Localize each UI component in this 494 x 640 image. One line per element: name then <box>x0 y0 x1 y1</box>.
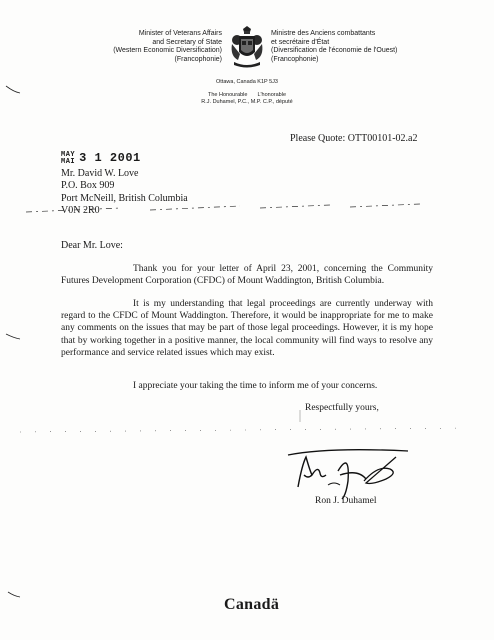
recipient-line: V0N 2R0 <box>61 205 100 217</box>
honourable-en: The Honourable <box>207 92 248 98</box>
recipient-line: Mr. David W. Love <box>61 168 139 179</box>
body-paragraph: It is my understanding that legal proceedings are currently underway with regard to the CFDC of Mount Waddington. Therefore, it would be inappropriate for me to make any comments on the issues that may be part of those legal proceedings. However, it is my hope that by working together in a positive manner, the local community will find ways to resolve any performance and service related issues which may exist. <box>61 299 433 358</box>
letterhead-english <box>86 30 222 64</box>
canada-coat-of-arms-icon <box>229 26 265 70</box>
date-month <box>61 152 75 165</box>
letterhead-en-line: (Western Economic Diversification) <box>113 47 222 55</box>
letterhead-fr-line: (Diversification de l'économie de l'Ouest) <box>271 47 398 55</box>
body-paragraph: Thank you for your letter of April 23, 2001, concerning the Community Futures Development Corporation (CFDC) of Mount Waddington, British Columbia. <box>61 264 433 287</box>
honourable-fr: L'honorable <box>257 92 287 98</box>
letterhead-en-line: (Francophonie) <box>174 55 222 63</box>
letterhead-address: Ottawa, Canada K1P 5J3 <box>216 79 278 85</box>
letterhead-fr-line: et secrétaire d'État <box>271 38 330 46</box>
body-paragraph: I appreciate your taking the time to inform me of your concerns. <box>133 381 378 391</box>
canada-wordmark: Canadä <box>224 596 280 613</box>
letterhead-en-line: Minister of Veterans Affairs <box>138 30 222 37</box>
recipient-line: P.O. Box 909 <box>61 180 115 192</box>
date-day-year: 3 1 2001 <box>79 151 141 165</box>
letterhead-en-line: and Secretary of State <box>152 38 222 46</box>
reference-number: Please Quote: OTT00101-02.a2 <box>290 133 418 144</box>
letterhead-fr-line: Ministre des Anciens combattants <box>271 30 376 37</box>
letterhead-names: R.J. Duhamel, P.C., M.P. C.P., député <box>201 99 293 105</box>
signer-name: Ron J. Duhamel <box>315 496 377 506</box>
letterhead-fr-line: (Francophonie) <box>271 55 319 63</box>
salutation: Dear Mr. Love: <box>61 240 123 251</box>
recipient-address <box>61 168 188 218</box>
recipient-line: Port McNeill, British Columbia <box>61 192 188 204</box>
closing: Respectfully yours, <box>305 403 379 413</box>
date-month-fr: MAI <box>61 157 76 166</box>
date-stamp <box>61 152 141 165</box>
letterhead-title-line <box>0 92 494 99</box>
letterhead-french <box>271 30 471 64</box>
date-month-en: MAY <box>61 151 76 159</box>
